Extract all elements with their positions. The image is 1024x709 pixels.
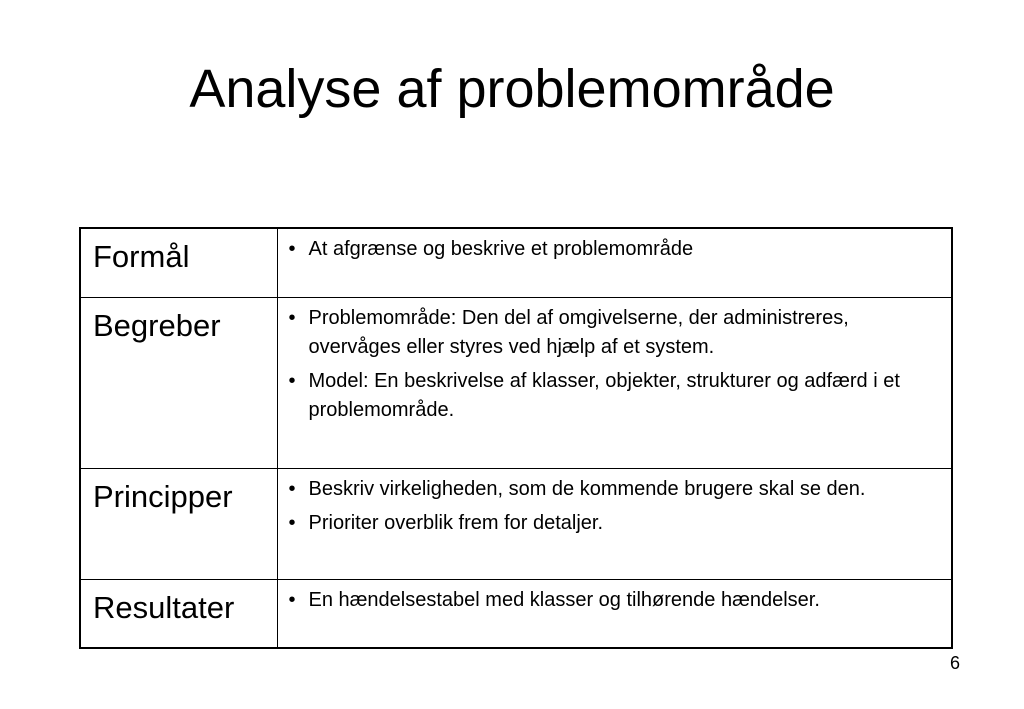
row-content <box>277 580 952 649</box>
bullet-item: • Beskriv virkeligheden, som de kommende brugere skal se den. <box>288 475 938 504</box>
row-label: Principper <box>80 469 277 580</box>
bullet-item: • Problemområde: Den del af omgivelserne, der administreres, overvåges eller styres ved hjælp af et system. <box>288 304 938 362</box>
bullet-item: • En hændelsestabel med klasser og tilhørende hændelser. <box>288 586 938 615</box>
page-number: 6 <box>950 653 961 673</box>
row-content <box>277 228 952 298</box>
bullet-list <box>288 475 938 538</box>
bullet-list <box>288 304 938 425</box>
row-label: Begreber <box>80 298 277 469</box>
bullet-item: • Model: En beskrivelse af klasser, objekter, strukturer og adfærd i et problemområde. <box>288 367 938 425</box>
row-label: Resultater <box>80 580 277 649</box>
table-row <box>80 298 952 469</box>
bullet-list <box>288 586 938 615</box>
bullet-item: • Prioriter overblik frem for detaljer. <box>288 509 938 538</box>
overview-table <box>79 227 953 649</box>
table-row <box>80 469 952 580</box>
bullet-item: • At afgrænse og beskrive et problemområde <box>288 235 938 264</box>
row-content <box>277 298 952 469</box>
row-label: Formål <box>80 228 277 298</box>
row-content <box>277 469 952 580</box>
page-title: Analyse af problemområde <box>189 59 835 119</box>
bullet-list <box>288 235 938 264</box>
table-row <box>80 228 952 298</box>
table-row <box>80 580 952 649</box>
